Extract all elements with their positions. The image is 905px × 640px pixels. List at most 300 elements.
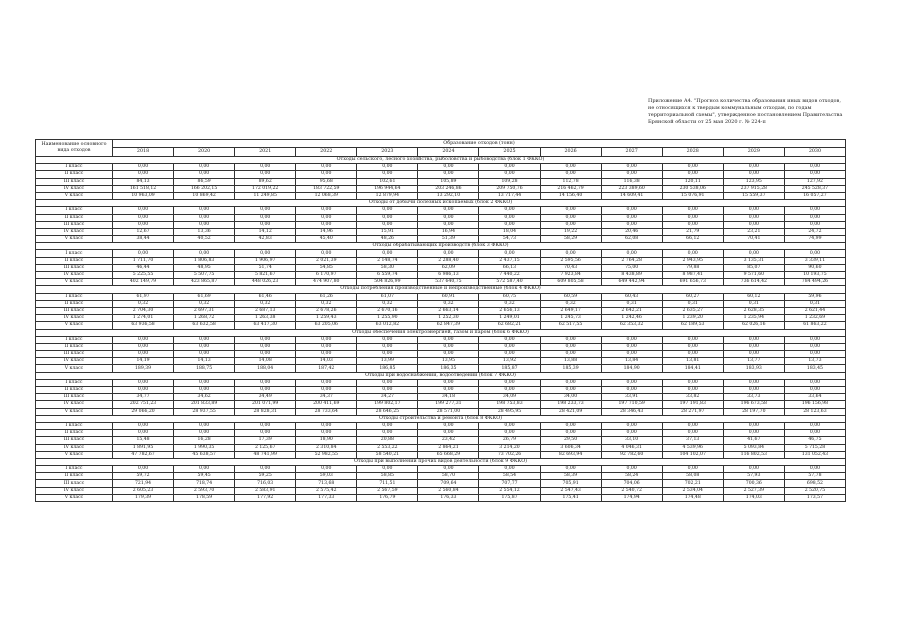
value-cell: 0,00 [235, 422, 296, 429]
value-cell: 0,00 [113, 207, 174, 214]
value-cell: 0,00 [784, 387, 845, 394]
value-cell: 0,00 [174, 351, 235, 358]
value-cell: 14,13 [174, 358, 235, 365]
value-cell: 0,00 [235, 250, 296, 257]
value-cell: 20,46 [601, 228, 662, 235]
value-cell: 0,00 [174, 430, 235, 437]
value-cell: 0,00 [174, 387, 235, 394]
value-cell: 28 346,43 [601, 408, 662, 415]
value-cell: 0,00 [784, 164, 845, 171]
value-cell: 0,00 [784, 171, 845, 178]
value-cell: 0,00 [784, 250, 845, 257]
table-row [36, 279, 846, 286]
value-cell: 0,00 [662, 164, 723, 171]
value-cell: 0,00 [784, 214, 845, 221]
section-title: Отходы при выполнении прочих видов деятельности (блок 9 ФККО) [36, 458, 846, 465]
value-cell: 18,04 [479, 228, 540, 235]
value-cell: 402 149,79 [113, 279, 174, 286]
value-cell: 0,00 [174, 343, 235, 350]
value-cell: 1 245,73 [540, 315, 601, 322]
value-cell: 112,78 [540, 178, 601, 185]
section-row [36, 329, 846, 336]
value-cell: 74,99 [784, 236, 845, 243]
value-cell: 8 987,41 [662, 272, 723, 279]
value-cell: 173,57 [784, 494, 845, 501]
value-cell: 0,00 [357, 387, 418, 394]
value-cell: 0,31 [662, 300, 723, 307]
value-cell: 0,00 [723, 207, 784, 214]
value-cell: 1 711,70 [113, 257, 174, 264]
hazard-class-cell: II класс [36, 171, 113, 178]
value-cell: 0,00 [784, 336, 845, 343]
value-cell: 166 202,15 [174, 185, 235, 192]
value-cell: 0,31 [601, 300, 662, 307]
value-cell: 29,50 [540, 437, 601, 444]
value-cell: 3 135,31 [723, 257, 784, 264]
table-row [36, 358, 846, 365]
value-cell: 0,32 [296, 300, 357, 307]
value-cell: 0,00 [540, 336, 601, 343]
caption-line: территориальной схемы", утвержденное постановлением Правительства [648, 112, 843, 118]
value-cell: 61,46 [235, 293, 296, 300]
value-cell: 2 864,21 [418, 444, 479, 451]
value-cell: 62 026,16 [723, 322, 784, 329]
value-cell: 0,32 [113, 300, 174, 307]
value-cell: 42,83 [235, 236, 296, 243]
value-cell: 40,52 [174, 236, 235, 243]
hazard-class-cell: I класс [36, 164, 113, 171]
value-cell: 0,00 [662, 221, 723, 228]
value-cell: 0,00 [601, 387, 662, 394]
value-cell: 0,00 [479, 343, 540, 350]
value-cell: 2 575,42 [296, 487, 357, 494]
value-cell: 0,00 [723, 221, 784, 228]
value-cell: 0,00 [601, 430, 662, 437]
value-cell: 15 076,91 [662, 192, 723, 199]
table-row [36, 236, 846, 243]
value-cell: 0,00 [113, 214, 174, 221]
value-cell: 26,79 [479, 437, 540, 444]
value-cell: 15,91 [357, 228, 418, 235]
hazard-class-cell: III класс [36, 221, 113, 228]
hazard-class-cell: III класс [36, 178, 113, 185]
value-cell: 10 869,42 [174, 192, 235, 199]
hazard-class-cell: III класс [36, 394, 113, 401]
value-cell: 28 571,00 [418, 408, 479, 415]
value-cell: 62 189,53 [662, 322, 723, 329]
caption-line: Приложение А4. "Прогноз количества образования иных видов отходов, [648, 98, 841, 104]
table-row [36, 487, 846, 494]
value-cell: 0,32 [235, 300, 296, 307]
value-cell: 2 697,31 [174, 307, 235, 314]
value-cell: 2 678,26 [296, 307, 357, 314]
value-cell: 197 710,59 [601, 401, 662, 408]
table-row [36, 185, 846, 192]
hazard-class-cell: I класс [36, 293, 113, 300]
value-cell: 59,96 [784, 293, 845, 300]
value-cell: 0,00 [174, 250, 235, 257]
value-cell: 1 249,01 [479, 315, 540, 322]
section-row [36, 200, 846, 207]
table-row [36, 257, 846, 264]
value-cell: 0,00 [662, 351, 723, 358]
value-cell: 177,33 [296, 494, 357, 501]
value-cell: 2 642,21 [601, 307, 662, 314]
value-cell: 0,00 [357, 351, 418, 358]
value-cell: 15 559,37 [723, 192, 784, 199]
value-cell: 0,00 [601, 466, 662, 473]
value-cell: 28 495,95 [479, 408, 540, 415]
year-header: 2025 [479, 148, 540, 157]
value-cell: 8 438,89 [601, 272, 662, 279]
value-cell: 0,00 [479, 207, 540, 214]
value-cell: 0,00 [540, 430, 601, 437]
table-row [36, 250, 846, 257]
value-cell: 0,00 [174, 422, 235, 429]
value-cell: 95,68 [296, 178, 357, 185]
table-row [36, 494, 846, 501]
value-cell: 176,33 [418, 494, 479, 501]
value-cell: 0,00 [296, 343, 357, 350]
value-cell: 13,84 [601, 358, 662, 365]
value-cell: 0,00 [601, 221, 662, 228]
value-cell: 2 437,15 [479, 257, 540, 264]
value-cell: 1 990,35 [174, 444, 235, 451]
value-cell: 2 560,84 [418, 487, 479, 494]
table-row [36, 272, 846, 279]
hazard-class-cell: V класс [36, 236, 113, 243]
table-row [36, 343, 846, 350]
value-cell: 2 593,70 [174, 487, 235, 494]
value-cell: 37,13 [662, 437, 723, 444]
value-cell: 33,64 [784, 394, 845, 401]
value-cell: 17,39 [235, 437, 296, 444]
value-cell: 474 907,80 [296, 279, 357, 286]
value-cell: 23,21 [723, 228, 784, 235]
value-cell: 28 937,55 [174, 408, 235, 415]
value-cell: 0,00 [540, 250, 601, 257]
value-cell: 3 214,20 [479, 444, 540, 451]
value-cell: 0,00 [235, 351, 296, 358]
value-cell: 20,88 [357, 437, 418, 444]
hazard-class-cell: II класс [36, 473, 113, 480]
value-cell: 245 528,37 [784, 185, 845, 192]
value-cell: 0,00 [784, 466, 845, 473]
value-cell: 0,00 [479, 379, 540, 386]
value-cell: 196 944,64 [357, 185, 418, 192]
value-cell: 46,75 [784, 437, 845, 444]
table-row [36, 480, 846, 487]
value-cell: 198 753,83 [479, 401, 540, 408]
value-cell: 0,00 [479, 422, 540, 429]
value-cell: 698,52 [784, 480, 845, 487]
value-cell: 707,77 [479, 480, 540, 487]
value-cell: 63 012,82 [357, 322, 418, 329]
hazard-class-cell: III класс [36, 480, 113, 487]
value-cell: 41,67 [723, 437, 784, 444]
value-cell: 5 225,55 [113, 272, 174, 279]
value-cell: 0,00 [357, 343, 418, 350]
section-row [36, 372, 846, 379]
value-cell: 0,00 [662, 430, 723, 437]
value-cell: 66,13 [479, 264, 540, 271]
section-row [36, 458, 846, 465]
value-cell: 2 663,14 [418, 307, 479, 314]
value-cell: 29 066,20 [113, 408, 174, 415]
value-cell: 28 733,64 [296, 408, 357, 415]
value-cell: 0,00 [479, 466, 540, 473]
value-cell: 0,00 [296, 430, 357, 437]
value-cell: 57,93 [723, 473, 784, 480]
value-cell: 716,03 [235, 480, 296, 487]
table-row [36, 300, 846, 307]
value-cell: 59,45 [174, 473, 235, 480]
value-cell: 0,00 [296, 351, 357, 358]
value-cell: 15,48 [113, 437, 174, 444]
value-cell: 0,00 [418, 250, 479, 257]
value-cell: 0,00 [113, 221, 174, 228]
value-cell: 33,82 [662, 394, 723, 401]
value-cell: 0,31 [784, 300, 845, 307]
value-cell: 174,03 [723, 494, 784, 501]
value-cell: 0,00 [296, 250, 357, 257]
value-cell: 0,00 [418, 171, 479, 178]
value-cell: 736 614,42 [723, 279, 784, 286]
value-cell: 0,00 [357, 171, 418, 178]
value-cell: 0,00 [540, 351, 601, 358]
hazard-class-cell: IV класс [36, 444, 113, 451]
table-row [36, 322, 846, 329]
value-cell: 54,73 [479, 236, 540, 243]
value-cell: 0,00 [601, 422, 662, 429]
table-row [36, 307, 846, 314]
value-cell: 0,00 [479, 221, 540, 228]
value-cell: 423 865,87 [174, 279, 235, 286]
value-cell: 70,41 [723, 236, 784, 243]
value-cell: 0,00 [235, 171, 296, 178]
value-cell: 198 233,73 [540, 401, 601, 408]
year-header: 2029 [723, 148, 784, 157]
value-cell: 0,00 [418, 387, 479, 394]
value-cell: 202 751,23 [113, 401, 174, 408]
value-cell: 176,79 [357, 494, 418, 501]
value-cell: 3 606,34 [540, 444, 601, 451]
value-cell: 0,00 [601, 250, 662, 257]
value-cell: 0,00 [418, 422, 479, 429]
value-cell: 14 609,41 [601, 192, 662, 199]
value-cell: 28 197,70 [723, 408, 784, 415]
value-cell: 0,00 [479, 430, 540, 437]
value-cell: 10 963,09 [113, 192, 174, 199]
table-row [36, 171, 846, 178]
table-row [36, 336, 846, 343]
value-cell: 13,77 [723, 358, 784, 365]
value-cell: 0,00 [540, 343, 601, 350]
value-cell: 0,00 [540, 387, 601, 394]
value-cell: 784 494,26 [784, 279, 845, 286]
value-cell: 0,00 [296, 422, 357, 429]
value-cell: 14,96 [296, 228, 357, 235]
value-cell: 0,00 [662, 207, 723, 214]
year-header: 2028 [662, 148, 723, 157]
value-cell: 33,10 [601, 437, 662, 444]
value-cell: 0,00 [784, 430, 845, 437]
value-cell: 70,43 [540, 264, 601, 271]
value-cell: 721,94 [113, 480, 174, 487]
value-cell: 201 071,99 [235, 401, 296, 408]
value-cell: 704,06 [601, 480, 662, 487]
hazard-class-cell: I класс [36, 379, 113, 386]
value-cell: 0,00 [479, 171, 540, 178]
value-cell: 62 517,55 [540, 322, 601, 329]
value-cell: 2 595,56 [540, 257, 601, 264]
hazard-class-cell: II класс [36, 430, 113, 437]
value-cell: 1 263,38 [235, 315, 296, 322]
value-cell: 0,00 [235, 221, 296, 228]
value-cell: 0,00 [113, 164, 174, 171]
hazard-class-cell: V класс [36, 279, 113, 286]
value-cell: 185,87 [479, 365, 540, 372]
value-cell: 65 668,29 [418, 451, 479, 458]
value-cell: 63 632,58 [174, 322, 235, 329]
value-cell: 2 943,95 [662, 257, 723, 264]
value-cell: 0,00 [235, 336, 296, 343]
hazard-class-cell: V класс [36, 494, 113, 501]
value-cell: 2 764,28 [601, 257, 662, 264]
value-cell: 62 682,21 [479, 322, 540, 329]
value-cell: 177,92 [235, 494, 296, 501]
value-cell: 609 805,58 [540, 279, 601, 286]
hazard-class-cell: IV класс [36, 315, 113, 322]
value-cell: 28 646,25 [357, 408, 418, 415]
value-cell: 0,00 [662, 214, 723, 221]
value-cell: 0,00 [296, 164, 357, 171]
value-cell: 1 235,94 [723, 315, 784, 322]
value-cell: 174,48 [662, 494, 723, 501]
value-cell: 0,00 [662, 343, 723, 350]
value-cell: 0,00 [540, 422, 601, 429]
value-cell: 0,00 [113, 171, 174, 178]
value-cell: 172 019,22 [235, 185, 296, 192]
value-cell: 183,93 [723, 365, 784, 372]
value-cell: 0,00 [357, 207, 418, 214]
section-title: Отходы обеспечения электроэнергией, газом и паром (блок 6 ФККО) [36, 329, 846, 336]
value-cell: 572 587,40 [479, 279, 540, 286]
value-cell: 85,07 [723, 264, 784, 271]
value-cell: 0,00 [418, 466, 479, 473]
hazard-class-cell: IV класс [36, 487, 113, 494]
value-cell: 0,00 [479, 164, 540, 171]
table-row [36, 437, 846, 444]
value-cell: 0,00 [418, 430, 479, 437]
value-cell: 0,00 [174, 164, 235, 171]
value-cell: 63 205,06 [296, 322, 357, 329]
year-header: 2026 [540, 148, 601, 157]
year-header-row [36, 148, 846, 157]
value-cell: 0,00 [479, 351, 540, 358]
value-cell: 104 102,07 [662, 451, 723, 458]
table-row [36, 207, 846, 214]
value-cell: 0,00 [418, 221, 479, 228]
value-cell: 189,39 [113, 365, 174, 372]
table-row [36, 315, 846, 322]
value-cell: 2 148,74 [357, 257, 418, 264]
value-cell: 237 915,28 [723, 185, 784, 192]
value-cell: 0,00 [784, 343, 845, 350]
value-cell: 60,43 [601, 293, 662, 300]
value-cell: 0,00 [601, 379, 662, 386]
value-cell: 0,00 [784, 351, 845, 358]
year-header: 2022 [296, 148, 357, 157]
hazard-class-cell: III класс [36, 264, 113, 271]
value-cell: 2 567,59 [357, 487, 418, 494]
value-cell: 89,62 [235, 178, 296, 185]
value-cell: 0,00 [174, 207, 235, 214]
hazard-class-cell: V класс [36, 322, 113, 329]
value-cell: 54,85 [296, 264, 357, 271]
value-cell: 186,85 [357, 365, 418, 372]
value-cell: 6 986,13 [418, 272, 479, 279]
waste-forecast-table [35, 139, 846, 502]
value-cell: 14,19 [113, 358, 174, 365]
section-title: Отходы сельского, лесного хозяйства, рыболовства и рыбоводства (блок 1 ФККО) [36, 157, 846, 164]
value-cell: 2 628,35 [723, 307, 784, 314]
value-cell: 0,00 [479, 250, 540, 257]
table-row [36, 466, 846, 473]
value-cell: 10 193,75 [784, 272, 845, 279]
value-cell: 28 271,97 [662, 408, 723, 415]
value-cell: 105,89 [418, 178, 479, 185]
value-cell: 2 583,91 [235, 487, 296, 494]
value-cell: 34,62 [174, 394, 235, 401]
table-row [36, 430, 846, 437]
value-cell: 0,00 [113, 343, 174, 350]
value-cell: 709,64 [418, 480, 479, 487]
value-cell: 1 268,72 [174, 315, 235, 322]
value-cell: 209 750,76 [479, 185, 540, 192]
value-cell: 0,00 [235, 214, 296, 221]
value-cell: 84,13 [113, 178, 174, 185]
year-header: 2023 [357, 148, 418, 157]
value-cell: 13,36 [174, 228, 235, 235]
value-cell: 0,00 [174, 214, 235, 221]
table-row [36, 264, 846, 271]
value-cell: 0,00 [235, 164, 296, 171]
value-cell: 60,91 [418, 293, 479, 300]
value-cell: 0,00 [601, 207, 662, 214]
value-cell: 0,00 [601, 214, 662, 221]
hazard-class-cell: V класс [36, 365, 113, 372]
value-cell: 102,61 [357, 178, 418, 185]
hazard-class-cell: II класс [36, 214, 113, 221]
value-cell: 34,27 [357, 394, 418, 401]
value-cell: 24,72 [784, 228, 845, 235]
value-cell: 203 246,86 [418, 185, 479, 192]
value-cell: 23,42 [418, 437, 479, 444]
value-cell: 0,00 [418, 164, 479, 171]
value-cell: 0,00 [540, 214, 601, 221]
value-cell: 34,49 [235, 394, 296, 401]
value-cell: 0,00 [357, 214, 418, 221]
value-cell: 18,90 [296, 437, 357, 444]
value-cell: 0,00 [479, 387, 540, 394]
value-cell: 123,95 [723, 178, 784, 185]
value-cell: 0,31 [723, 300, 784, 307]
value-cell: 2 605,23 [113, 487, 174, 494]
table-row [36, 164, 846, 171]
value-cell: 0,00 [113, 336, 174, 343]
hazard-class-cell: IV класс [36, 185, 113, 192]
